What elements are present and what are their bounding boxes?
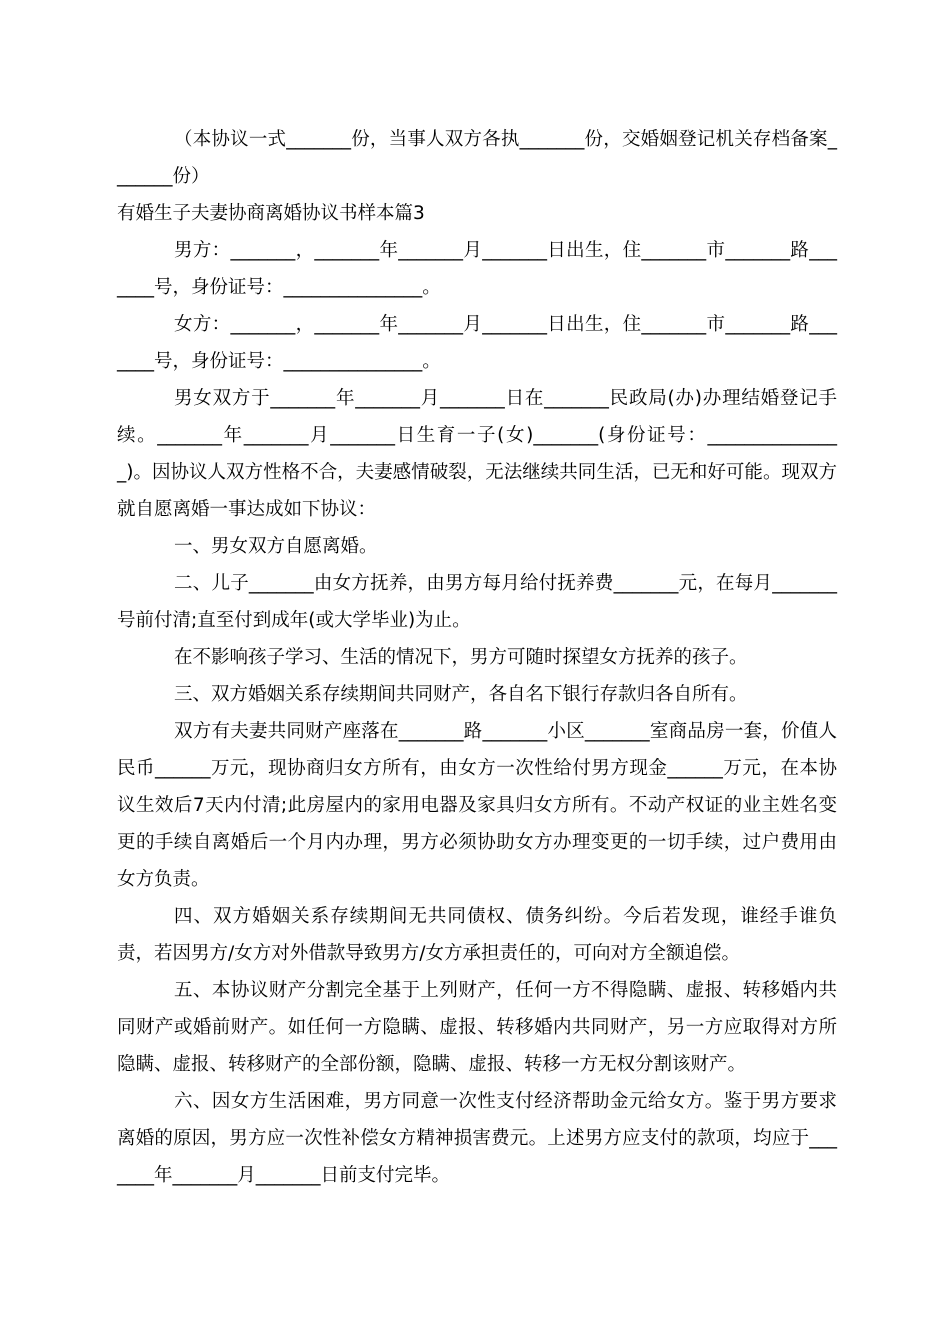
visitation-paragraph: 在不影响孩子学习、生活的情况下，男方可随时探望女方抚养的孩子。 bbox=[174, 647, 748, 668]
clause-2-paragraph: 二、儿子_______由女方抚养，由男方每月给付抚养费_______元，在每月_______号前付清;直至付到成年(或大学毕业)为止。 bbox=[117, 573, 837, 631]
section-title: 有婚生子夫妻协商离婚协议书样本篇3 bbox=[117, 203, 425, 224]
clause-1-paragraph: 一、男女双方自愿离婚。 bbox=[174, 536, 378, 557]
clause-6-paragraph: 六、因女方生活困难，男方同意一次性支付经济帮助金元给女方。鉴于男方要求离婚的原因，男方应一次性补偿女方精神损害费元。上述男方应支付的款项，均应于_______年_______月_______日前支付完毕。 bbox=[117, 1091, 837, 1186]
clause-3-paragraph: 三、双方婚姻关系存续期间共同财产，各自名下银行存款归各自所有。 bbox=[174, 684, 748, 705]
property-paragraph: 双方有夫妻共同财产座落在_______路_______小区_______室商品房一套，价值人民币______万元，现协商归女方所有，由女方一次性给付男方现金______万元，在本协议生效后7天内付清;此房屋内的家用电器及家具归女方所有。不动产权证的业主姓名变更的手续自离婚后一个月内办理，男方必须协助女方办理变更的一切手续，过户费用由女方负责。 bbox=[117, 721, 837, 890]
clause-5-paragraph: 五、本协议财产分割完全基于上列财产，任何一方不得隐瞒、虚报、转移婚内共同财产或婚前财产。如任何一方隐瞒、虚报、转移婚内共同财产，另一方应取得对方所隐瞒、虚报、转移财产的全部份额，隐瞒、虚报、转移一方无权分割该财产。 bbox=[117, 980, 837, 1075]
wife-info-paragraph: 女方：_______，_______年_______月_______日出生，住_______市_______路_______号，身份证号：_______________。 bbox=[117, 314, 837, 372]
copies-note-paragraph: （本协议一式_______份，当事人双方各执_______份，交婚姻登记机关存档备案_______份） bbox=[117, 129, 837, 187]
husband-info-paragraph: 男方：_______，_______年_______月_______日出生，住_______市_______路_______号，身份证号：_______________。 bbox=[117, 240, 837, 298]
clause-4-paragraph: 四、双方婚姻关系存续期间无共同债权、债务纠纷。今后若发现，谁经手谁负责，若因男方/女方对外借款导致男方/女方承担责任的，可向对方全额追偿。 bbox=[117, 906, 837, 964]
document-body bbox=[117, 121, 837, 1194]
marriage-background-paragraph: 男女双方于_______年_______月_______日在_______民政局(办)办理结婚登记手续。_______年_______月_______日生育一子(女)_______(身份证号：_______________)。因协议人双方性格不合，夫妻感情破裂，无法继续共同生活，已无和好可能。现双方就自愿离婚一事达成如下协议： bbox=[117, 388, 837, 520]
